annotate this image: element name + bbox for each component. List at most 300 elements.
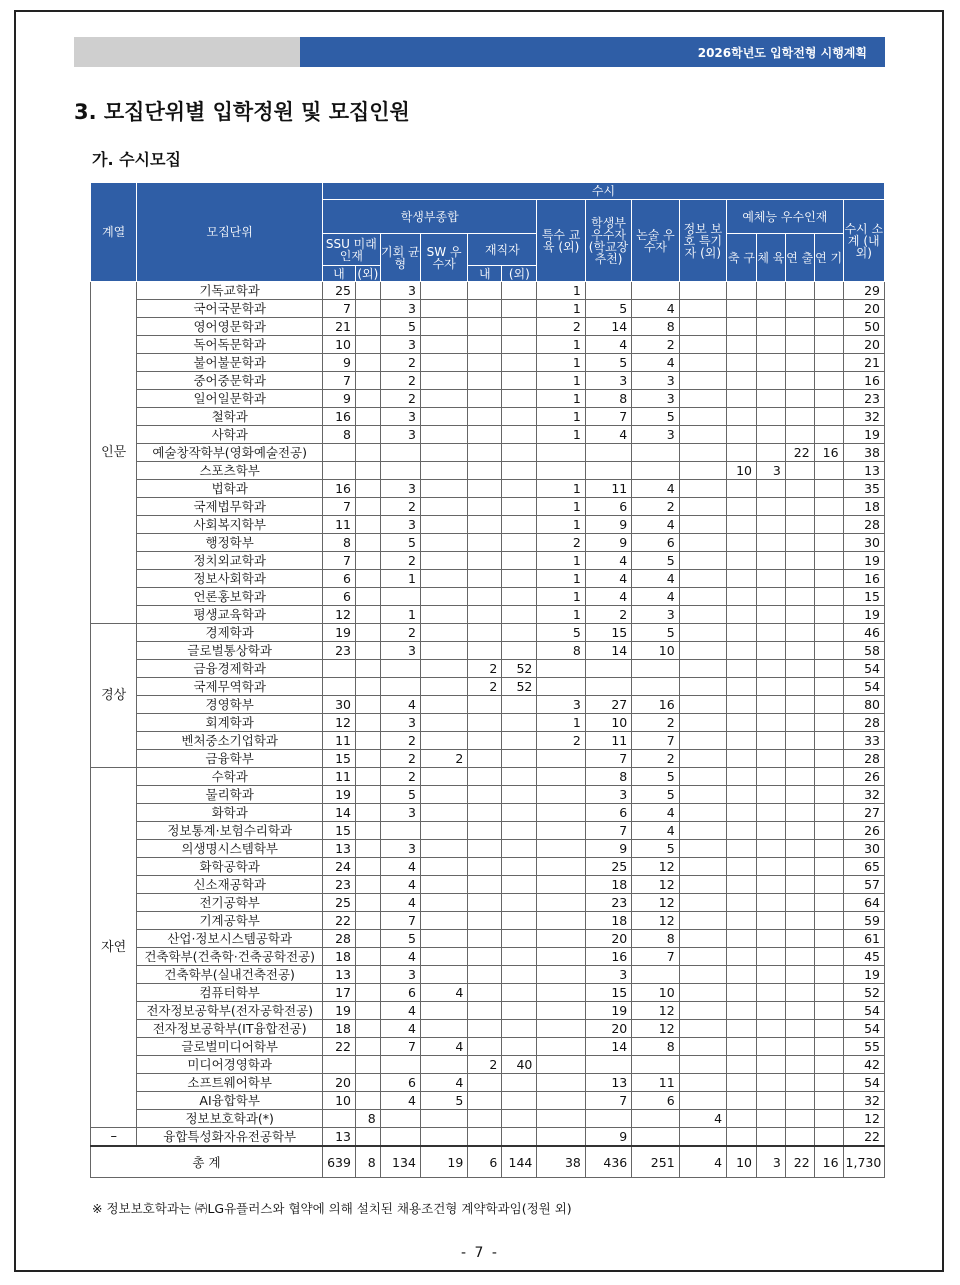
unit-name-cell: 사회복지학부 (137, 516, 323, 534)
unit-name-cell: 건축학부(실내건축전공) (137, 966, 323, 984)
value-cell: 3 (380, 282, 420, 300)
table-row (91, 858, 885, 876)
value-cell (502, 912, 537, 930)
table-row (91, 768, 885, 786)
value-cell (355, 966, 380, 984)
value-cell (814, 876, 843, 894)
value-cell (420, 1020, 467, 1038)
value-cell (537, 1074, 585, 1092)
value-cell: 2 (380, 552, 420, 570)
value-cell: 19 (322, 624, 355, 642)
value-cell (679, 354, 726, 372)
value-cell: 7 (380, 912, 420, 930)
value-cell (679, 516, 726, 534)
value-cell: 25 (322, 894, 355, 912)
value-cell (785, 822, 814, 840)
value-cell (679, 462, 726, 480)
header-yechae: 예체능 우수인재 (727, 200, 843, 234)
value-cell (814, 426, 843, 444)
value-cell: 5 (585, 300, 631, 318)
value-cell (756, 876, 785, 894)
value-cell (727, 642, 757, 660)
value-cell (537, 1020, 585, 1038)
value-cell (756, 390, 785, 408)
unit-name-cell: 산업·정보시스템공학과 (137, 930, 323, 948)
value-cell (727, 1056, 757, 1074)
value-cell (814, 624, 843, 642)
value-cell (502, 642, 537, 660)
value-cell: 1 (537, 336, 585, 354)
value-cell (727, 858, 757, 876)
table-row (91, 966, 885, 984)
table-row (91, 300, 885, 318)
value-cell: 13 (322, 966, 355, 984)
value-cell: 16 (585, 948, 631, 966)
value-cell (756, 714, 785, 732)
value-cell (679, 390, 726, 408)
header-title: 2026학년도 입학전형 시행계획 (697, 45, 867, 60)
value-cell (502, 732, 537, 750)
value-cell (785, 732, 814, 750)
value-cell (537, 1038, 585, 1056)
value-cell: 7 (322, 300, 355, 318)
value-cell (420, 1056, 467, 1074)
value-cell: 5 (380, 534, 420, 552)
value-cell: 1 (380, 570, 420, 588)
value-cell (380, 462, 420, 480)
value-cell: 2 (537, 534, 585, 552)
value-cell: 57 (843, 876, 884, 894)
value-cell: 5 (585, 354, 631, 372)
value-cell: 9 (322, 354, 355, 372)
total-value-cell: 10 (727, 1146, 757, 1178)
value-cell (502, 714, 537, 732)
unit-name-cell: 기독교학과 (137, 282, 323, 300)
value-cell: 10 (632, 984, 679, 1002)
value-cell: 1 (537, 606, 585, 624)
value-cell (679, 336, 726, 354)
table-row (91, 552, 885, 570)
total-value-cell: 8 (355, 1146, 380, 1178)
value-cell (468, 714, 502, 732)
value-cell (380, 1056, 420, 1074)
header-jeongbo: 정보 보호 특기자 (외) (679, 200, 726, 282)
value-cell (355, 480, 380, 498)
header-nonsul: 논술 우수자 (632, 200, 679, 282)
value-cell: 14 (322, 804, 355, 822)
value-cell (468, 858, 502, 876)
value-cell: 50 (843, 318, 884, 336)
value-cell (468, 1092, 502, 1110)
value-cell: 4 (380, 1002, 420, 1020)
unit-name-cell: 영어영문학과 (137, 318, 323, 336)
header-chukgu: 축 구 (727, 234, 757, 282)
value-cell: 4 (380, 894, 420, 912)
value-cell (814, 372, 843, 390)
unit-name-cell: 일어일문학과 (137, 390, 323, 408)
value-cell (679, 426, 726, 444)
value-cell (632, 1128, 679, 1147)
value-cell (420, 732, 467, 750)
value-cell (420, 498, 467, 516)
value-cell (785, 462, 814, 480)
value-cell (679, 768, 726, 786)
value-cell (420, 624, 467, 642)
value-cell: 4 (380, 948, 420, 966)
value-cell (355, 768, 380, 786)
value-cell: 4 (420, 1074, 467, 1092)
value-cell (814, 714, 843, 732)
value-cell (727, 750, 757, 768)
value-cell (502, 606, 537, 624)
value-cell (468, 336, 502, 354)
value-cell (468, 498, 502, 516)
value-cell (727, 354, 757, 372)
value-cell (502, 1110, 537, 1128)
value-cell (468, 1020, 502, 1038)
value-cell (537, 1092, 585, 1110)
value-cell: 1 (537, 372, 585, 390)
value-cell (727, 912, 757, 930)
value-cell (814, 912, 843, 930)
value-cell (727, 1002, 757, 1020)
value-cell (785, 948, 814, 966)
value-cell (537, 822, 585, 840)
value-cell (814, 858, 843, 876)
value-cell: 5 (420, 1092, 467, 1110)
total-value-cell: 251 (632, 1146, 679, 1178)
value-cell (322, 444, 355, 462)
unit-name-cell: 기계공학부 (137, 912, 323, 930)
value-cell (420, 372, 467, 390)
value-cell: 52 (502, 660, 537, 678)
value-cell (785, 282, 814, 300)
value-cell (355, 426, 380, 444)
value-cell (468, 822, 502, 840)
value-cell (468, 570, 502, 588)
value-cell: 4 (585, 570, 631, 588)
value-cell: 8 (585, 768, 631, 786)
value-cell: 5 (380, 318, 420, 336)
value-cell: 4 (420, 1038, 467, 1056)
value-cell (502, 1092, 537, 1110)
unit-name-cell: 행정학부 (137, 534, 323, 552)
unit-name-cell: 불어불문학과 (137, 354, 323, 372)
value-cell: 42 (843, 1056, 884, 1074)
header-yeongi: 연 기 (814, 234, 843, 282)
unit-name-cell: 신소재공학과 (137, 876, 323, 894)
value-cell (785, 1020, 814, 1038)
value-cell: 22 (322, 912, 355, 930)
value-cell (727, 696, 757, 714)
value-cell (468, 1074, 502, 1092)
header-unit: 모집단위 (137, 183, 323, 282)
value-cell (727, 768, 757, 786)
value-cell (727, 894, 757, 912)
table-row (91, 732, 885, 750)
value-cell (355, 372, 380, 390)
value-cell (355, 876, 380, 894)
value-cell (814, 696, 843, 714)
unit-name-cell: 독어독문학과 (137, 336, 323, 354)
unit-name-cell: 회계학과 (137, 714, 323, 732)
value-cell: 18 (585, 912, 631, 930)
value-cell: 3 (380, 516, 420, 534)
value-cell: 7 (380, 1038, 420, 1056)
total-label: 총 계 (91, 1146, 323, 1178)
value-cell: 7 (585, 750, 631, 768)
value-cell (679, 660, 726, 678)
value-cell (502, 426, 537, 444)
value-cell (468, 588, 502, 606)
unit-name-cell: 스포츠학부 (137, 462, 323, 480)
value-cell (814, 498, 843, 516)
value-cell (679, 984, 726, 1002)
value-cell: 15 (843, 588, 884, 606)
value-cell: 3 (756, 462, 785, 480)
value-cell (727, 516, 757, 534)
value-cell: 6 (322, 570, 355, 588)
value-cell (814, 984, 843, 1002)
value-cell: 12 (632, 876, 679, 894)
value-cell (785, 768, 814, 786)
value-cell (785, 660, 814, 678)
table-row (91, 318, 885, 336)
header-jaejik-nae: 내 (468, 266, 502, 282)
value-cell (468, 696, 502, 714)
value-cell (502, 894, 537, 912)
value-cell (420, 282, 467, 300)
table-row (91, 1074, 885, 1092)
value-cell (468, 408, 502, 426)
value-cell (756, 300, 785, 318)
total-value-cell: 3 (756, 1146, 785, 1178)
value-cell (814, 1038, 843, 1056)
value-cell (468, 606, 502, 624)
value-cell (727, 390, 757, 408)
value-cell: 1 (537, 354, 585, 372)
value-cell: 21 (843, 354, 884, 372)
value-cell (502, 696, 537, 714)
value-cell (537, 804, 585, 822)
value-cell: 2 (468, 660, 502, 678)
value-cell (785, 570, 814, 588)
value-cell (727, 930, 757, 948)
value-cell (420, 426, 467, 444)
header-track: 계열 (91, 183, 137, 282)
value-cell (679, 534, 726, 552)
total-value-cell: 144 (502, 1146, 537, 1178)
value-cell: 9 (585, 840, 631, 858)
value-cell: 6 (632, 534, 679, 552)
value-cell (679, 372, 726, 390)
value-cell (756, 408, 785, 426)
header-ssu-oe: (외) (357, 266, 379, 281)
value-cell (814, 534, 843, 552)
header-hakjong: 학생부종합 (322, 200, 536, 234)
value-cell (756, 822, 785, 840)
value-cell (468, 642, 502, 660)
value-cell (785, 966, 814, 984)
value-cell: 1 (537, 282, 585, 300)
value-cell (322, 462, 355, 480)
value-cell: 33 (843, 732, 884, 750)
value-cell (468, 1038, 502, 1056)
value-cell (756, 840, 785, 858)
value-cell: 3 (632, 426, 679, 444)
value-cell: 1 (537, 588, 585, 606)
value-cell (679, 1002, 726, 1020)
value-cell (468, 930, 502, 948)
value-cell: 1 (537, 714, 585, 732)
value-cell (355, 588, 380, 606)
value-cell (785, 858, 814, 876)
value-cell (355, 660, 380, 678)
value-cell (756, 1110, 785, 1128)
value-cell (679, 804, 726, 822)
value-cell (756, 930, 785, 948)
value-cell: 2 (537, 318, 585, 336)
value-cell (727, 444, 757, 462)
value-cell: 4 (585, 426, 631, 444)
value-cell (727, 732, 757, 750)
value-cell (814, 516, 843, 534)
header-yeonchul: 연 출 (785, 234, 814, 282)
table-row (91, 1002, 885, 1020)
unit-name-cell: 융합특성화자유전공학부 (137, 1128, 323, 1147)
value-cell (420, 930, 467, 948)
value-cell (756, 444, 785, 462)
value-cell: 4 (420, 984, 467, 1002)
value-cell (727, 660, 757, 678)
value-cell: 1 (537, 498, 585, 516)
value-cell (537, 948, 585, 966)
value-cell (355, 624, 380, 642)
header-jaejik: 재직자 (468, 234, 537, 266)
unit-name-cell: AI융합학부 (137, 1092, 323, 1110)
value-cell (502, 300, 537, 318)
unit-name-cell: 금융학부 (137, 750, 323, 768)
table-row (91, 660, 885, 678)
value-cell: 24 (322, 858, 355, 876)
value-cell (355, 1020, 380, 1038)
value-cell (756, 354, 785, 372)
value-cell (355, 804, 380, 822)
header-teuksu: 특수 교육 (외) (537, 200, 585, 282)
table-row (91, 588, 885, 606)
value-cell (727, 984, 757, 1002)
value-cell (420, 642, 467, 660)
admission-table (90, 182, 885, 1178)
value-cell (420, 768, 467, 786)
value-cell (679, 822, 726, 840)
value-cell (756, 498, 785, 516)
value-cell: 14 (585, 642, 631, 660)
value-cell: 16 (322, 408, 355, 426)
value-cell (785, 1128, 814, 1147)
value-cell: 2 (468, 678, 502, 696)
value-cell (537, 1128, 585, 1147)
value-cell (727, 1128, 757, 1147)
value-cell (502, 534, 537, 552)
value-cell: 32 (843, 786, 884, 804)
value-cell (785, 876, 814, 894)
value-cell (679, 1056, 726, 1074)
value-cell: 2 (632, 498, 679, 516)
table-row (91, 570, 885, 588)
value-cell: 8 (355, 1110, 380, 1128)
value-cell: 2 (380, 624, 420, 642)
value-cell: 3 (380, 480, 420, 498)
value-cell (785, 930, 814, 948)
header-gray-bar (74, 37, 300, 67)
value-cell (814, 642, 843, 660)
value-cell (814, 1110, 843, 1128)
unit-name-cell: 글로벌미디어학부 (137, 1038, 323, 1056)
value-cell (355, 948, 380, 966)
value-cell: 8 (632, 1038, 679, 1056)
header-susi: 수시 (322, 183, 884, 200)
value-cell (420, 840, 467, 858)
value-cell (785, 336, 814, 354)
value-cell: 8 (632, 318, 679, 336)
value-cell (679, 552, 726, 570)
value-cell (355, 732, 380, 750)
unit-name-cell: 컴퓨터학부 (137, 984, 323, 1002)
value-cell (322, 678, 355, 696)
value-cell: 23 (322, 642, 355, 660)
value-cell (502, 318, 537, 336)
unit-name-cell: 국제무역학과 (137, 678, 323, 696)
value-cell: 15 (322, 750, 355, 768)
value-cell: 19 (585, 1002, 631, 1020)
value-cell: 19 (322, 786, 355, 804)
value-cell (756, 1056, 785, 1074)
value-cell (756, 606, 785, 624)
value-cell: 22 (843, 1128, 884, 1147)
value-cell (785, 372, 814, 390)
value-cell: 2 (380, 732, 420, 750)
header-ssu: SSU 미래인재 (322, 234, 380, 266)
value-cell: 9 (585, 516, 631, 534)
unit-name-cell: 전기공학부 (137, 894, 323, 912)
value-cell (502, 498, 537, 516)
value-cell (468, 516, 502, 534)
value-cell: 54 (843, 678, 884, 696)
value-cell (537, 894, 585, 912)
value-cell: 12 (632, 858, 679, 876)
value-cell (420, 714, 467, 732)
value-cell (380, 444, 420, 462)
value-cell (814, 1002, 843, 1020)
value-cell: 15 (585, 984, 631, 1002)
value-cell (756, 984, 785, 1002)
total-value-cell: 134 (380, 1146, 420, 1178)
value-cell: 4 (585, 336, 631, 354)
value-cell: 8 (537, 642, 585, 660)
value-cell (355, 678, 380, 696)
value-cell (727, 948, 757, 966)
value-cell (785, 804, 814, 822)
value-cell: 2 (380, 750, 420, 768)
table-row (91, 750, 885, 768)
value-cell (380, 1110, 420, 1128)
value-cell: 3 (380, 336, 420, 354)
value-cell: 2 (632, 714, 679, 732)
value-cell (420, 570, 467, 588)
value-cell: 18 (322, 1020, 355, 1038)
value-cell (420, 1128, 467, 1147)
